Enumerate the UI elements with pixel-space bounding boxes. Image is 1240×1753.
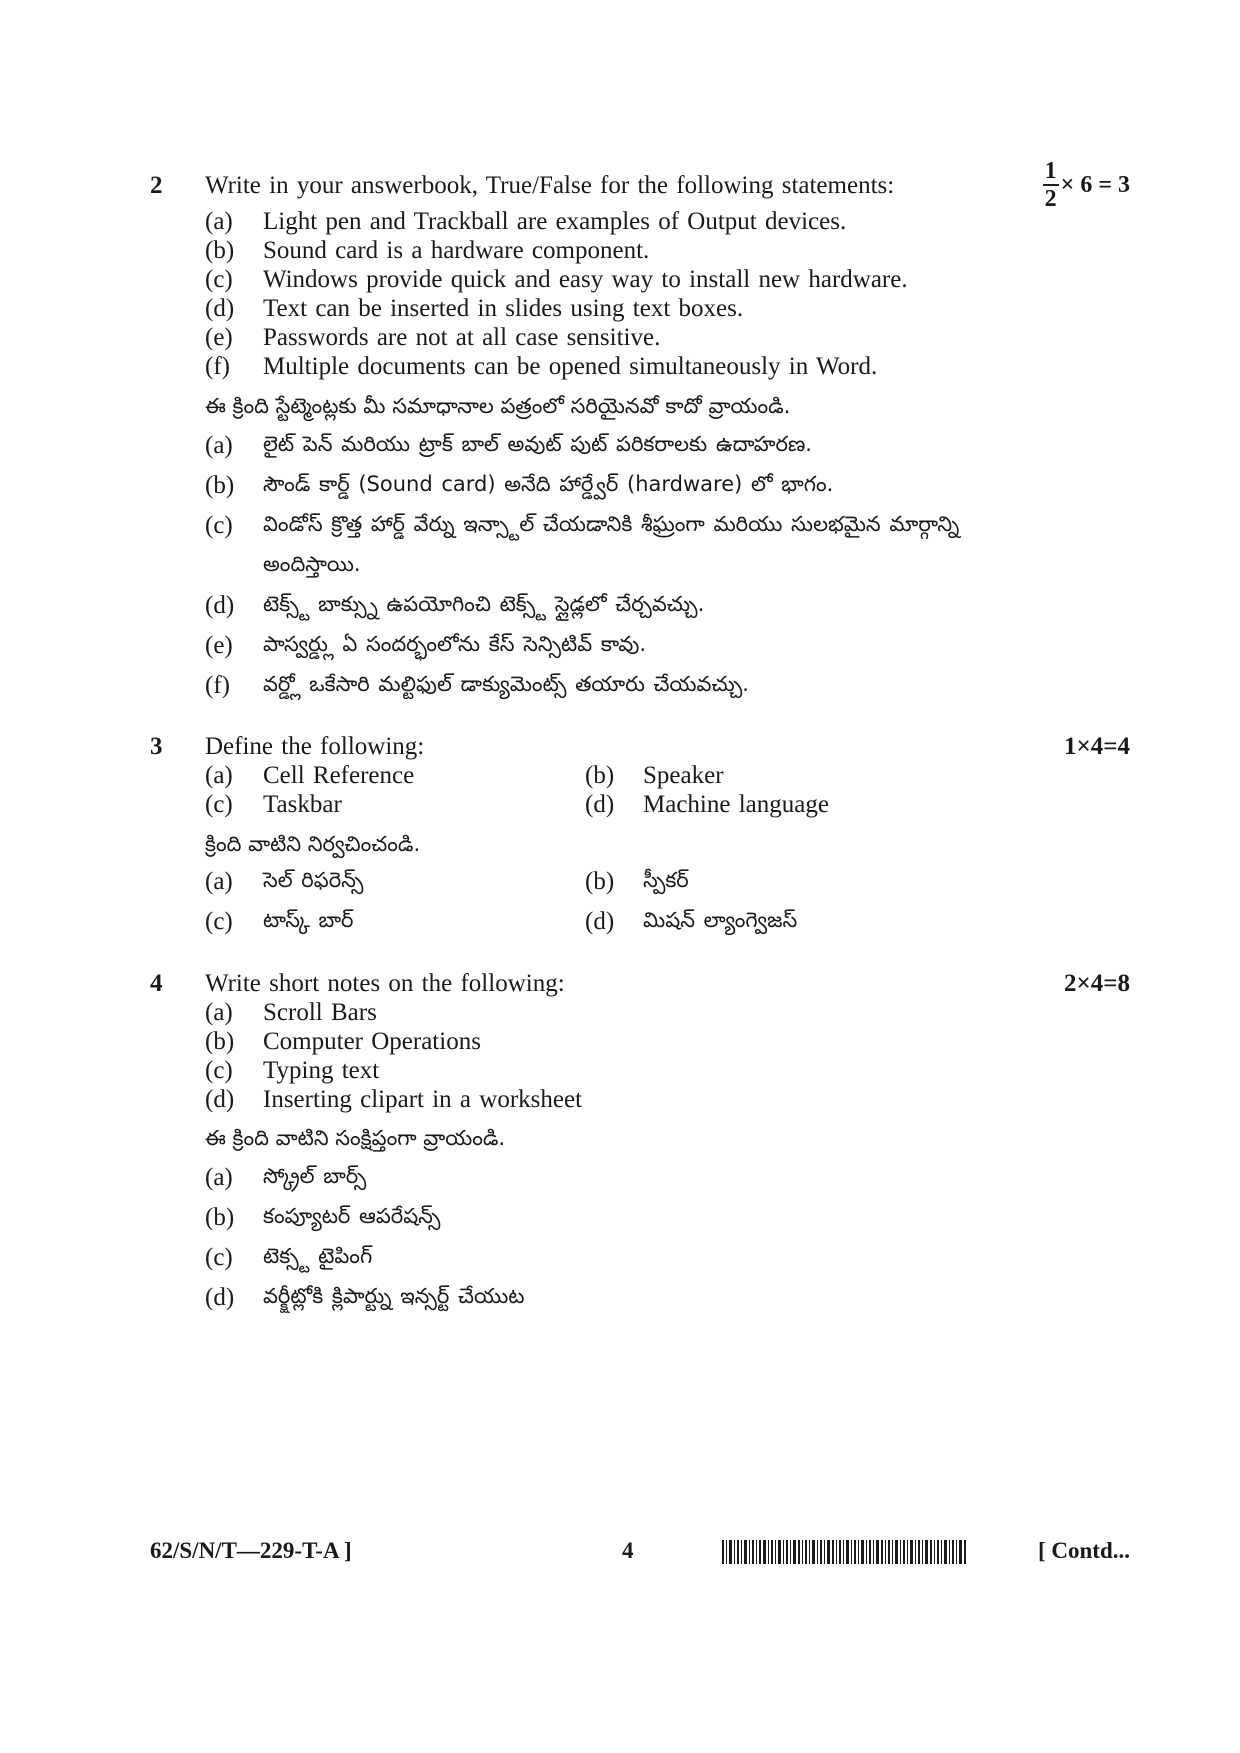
question-prompt: Write in your answerbook, True/False for the following statements: [205, 172, 895, 199]
exam-page: 2 Write in your answerbook, True/False for the following statements: $\frac{1}{2}$ × 6 = 3 (a) Light pen and Trackball are examples of Output devices. (b) Sound card is a hardware component. (c) Windows provide quick and easy way to install new hardware. (d) Text can be inserted in slides using text boxes. (e) Passwords are not at all case sensitive. (f) Multiple documents can be opened simultaneously in Word. ఈ క్రింది స్టేట్మెంట్లకు మీ సమాధానాల పత్రంలో సరియైనవో కాదో వ్రాయండి. (a) లైట్ పెన్ మరియు ట్రాక్ బాల్ అవుట్ పుట్ పరికరాలకు ఉదాహరణ. (b) సౌండ్ కార్డ్ (Sound card) అనేది హార్డ్వేర్ (hardware) లో భాగం. (c) విండోస్ క్రొత్త హార్డ్ వేర్ను ఇన్స్టాల్ చేయడానికి శీఘ్రంగా మరియు సులభమైన మార్గాన్ని అందిస్తాయి. (d) టెక్స్ట్ బాక్స్ను ఉపయోగించి టెక్స్ట్ స్లైడ్లలో చేర్చవచ్చు. (e) పాస్వర్డ్లు ఏ సందర్భంలోను కేస్ సెన్సిటివ్ కావు. (f) వర్డ్లో ఒకేసారి మల్టిఫుల్ డాక్యుమెంట్స్ తయారు చేయవచ్చు. 3 Define the following: 1×4=4 (a) Cell Reference (b) Speaker (c) Taskbar (d) Machine language క్రింది వాటిని నిర్వచించండి. (a) సెల్ రిఫరెన్స్ (b) స్పీకర్ (c) టాస్క్ బార్ (d) మిషన్ ల్యాంగ్వెజస్ 4 Write short notes on the following: 2×4=8 (a) Scroll Bars (b) Computer Operations (c) Typing text (d) Inserting clipart in a worksheet ఈ క్రింది వాటిని సంక్షిప్తంగా వ్రాయండి. (a) స్క్రోల్ బార్స్ (b) కంప్యూటర్ ఆపరేషన్స్ (c) టెక్స్ట టైపింగ్ (d) వర్క్షీట్లోకి క్లిపార్ట్ను ఇన్సర్ట్ చేయుట 62/S/N/T—229-T-A ] 4 [ Contd... [0, 0, 1240, 1753]
telugu-prompt: ఈ క్రింది వాటిని సంక్షిప్తంగా వ్రాయండి. [205, 1126, 506, 1150]
question-prompt: Define the following: [205, 733, 425, 760]
question-prompt: Write short notes on the following: [205, 970, 565, 997]
barcode-image [722, 1540, 966, 1564]
question-marks: 2×4=8 [1064, 970, 1130, 997]
question-number: 3 [150, 733, 163, 760]
telugu-prompt: క్రింది వాటిని నిర్వచించండి. [205, 832, 421, 856]
continued-label: [ Contd... [1037, 1538, 1130, 1563]
question-number: 4 [150, 970, 163, 997]
question-number: 2 [150, 172, 163, 199]
telugu-prompt: ఈ క్రింది స్టేట్మెంట్లకు మీ సమాధానాల పత్రంలో సరియైనవో కాదో వ్రాయండి. [205, 394, 791, 418]
page-number: 4 [622, 1538, 634, 1563]
question-marks: $\frac{1}{2}$ × 6 = 3 [1044, 158, 1130, 212]
marks-fraction: $\frac{1}{2}$ [1044, 158, 1057, 212]
question-marks: 1×4=4 [1064, 733, 1130, 760]
page-footer [150, 1538, 1130, 1570]
paper-code: 62/S/N/T—229-T-A ] [150, 1538, 352, 1563]
